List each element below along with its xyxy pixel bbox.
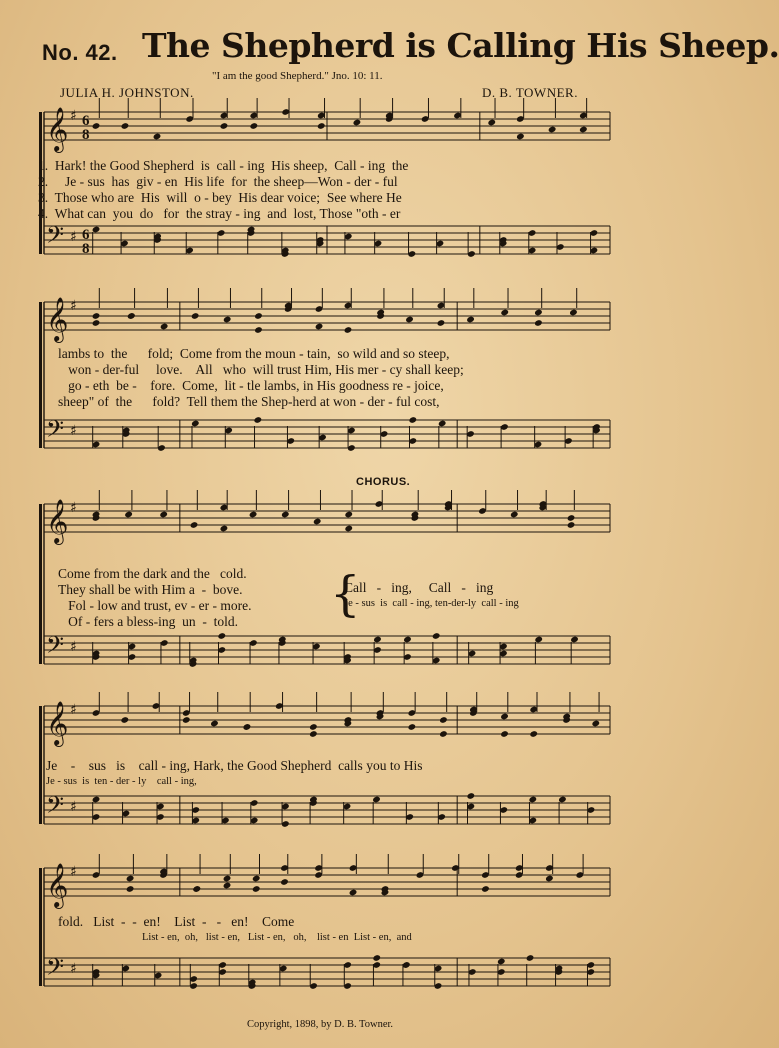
verse-line-4: 4. What can you do for the stray - ing and lost, Those "oth - er (38, 206, 401, 221)
chorus-verse-line-1: Come from the dark and the cold. (58, 566, 247, 581)
svg-text:♯: ♯ (70, 639, 77, 655)
verse-line-2: 2. Je - sus has giv - en His life for the sheep—Won - der - ful (38, 174, 398, 189)
svg-text:𝄢: 𝄢 (46, 221, 65, 254)
chorus-refrain-text: Call - ing, Call - ing (344, 580, 494, 595)
svg-text:♯: ♯ (70, 702, 77, 718)
verse-line-1: 1. Hark! the Good Shepherd is call - ing His sheep, Call - ing the (38, 158, 409, 173)
music-system-3 (38, 496, 616, 681)
chorus-alto-text: Je - sus is call - ing, ten-der-ly call - ing (344, 598, 519, 609)
svg-text:♯: ♯ (70, 799, 77, 815)
refrain-alto-line: Je - sus is ten - der - ly call - ing, (46, 776, 197, 787)
music-system-4 (38, 700, 616, 880)
svg-text:6: 6 (82, 113, 90, 129)
verse-line-4: sheep" of the fold? Tell them the Shep-herd at won - der - ful cost, (58, 394, 440, 409)
svg-text:♯: ♯ (70, 298, 77, 314)
music-system-5 (38, 862, 616, 1012)
svg-text:♯: ♯ (70, 423, 77, 439)
svg-text:𝄞: 𝄞 (46, 701, 69, 745)
verse-line-3: 3. Those who are His will o - bey His dear voice; See where He (38, 190, 402, 205)
composer: D. B. TOWNER. (482, 85, 578, 100)
svg-text:♯: ♯ (70, 108, 77, 124)
ending-alto-line: List - en, oh, list - en, List - en, oh, list - en List - en, and (142, 932, 412, 943)
svg-text:8: 8 (82, 127, 90, 143)
music-system-2 (38, 294, 616, 474)
music-system-1 (38, 106, 616, 276)
svg-text:𝄞: 𝄞 (46, 297, 69, 341)
svg-text:𝄢: 𝄢 (46, 631, 65, 664)
chorus-verse-line-3: Fol - low and trust, ev - er - more. (58, 598, 252, 613)
hymn-number: No. 42. (42, 40, 118, 65)
svg-text:𝄢: 𝄢 (46, 415, 65, 448)
svg-text:𝄞: 𝄞 (46, 107, 69, 151)
svg-text:8: 8 (82, 241, 90, 257)
copyright: Copyright, 1898, by D. B. Towner. (246, 1019, 394, 1030)
scripture-epigraph: "I am the good Shepherd." Jno. 10: 11. (212, 70, 383, 82)
svg-text:♯: ♯ (70, 961, 77, 977)
verse-line-2: won - der-ful love. All who will trust Him, His mer - cy shall keep; (58, 362, 464, 377)
music-notation-4 (38, 700, 616, 880)
svg-text:𝄢: 𝄢 (46, 953, 65, 986)
verse-line-3: go - eth be - fore. Come, lit - tle lambs, in His goodness re - joice, (58, 378, 444, 393)
lyric-brace: { (330, 566, 361, 622)
lyricist: JULIA H. JOHNSTON. (60, 85, 194, 100)
svg-text:𝄞: 𝄞 (46, 499, 69, 543)
svg-text:𝄞: 𝄞 (46, 863, 69, 907)
svg-text:6: 6 (82, 227, 90, 243)
svg-text:♯: ♯ (70, 864, 77, 880)
chorus-label: CHORUS. (356, 476, 411, 488)
hymn-title: The Shepherd is Calling His Sheep. (142, 26, 779, 65)
verse-line-1: lambs to the fold; Come from the moun - tain, so wild and so steep, (58, 346, 450, 361)
chorus-verse-line-4: Of - fers a bless-ing un - told. (58, 614, 238, 629)
chorus-verse-line-2: They shall be with Him a - bove. (58, 582, 243, 597)
svg-text:♯: ♯ (70, 229, 77, 245)
refrain-line: Je - sus is call - ing, Hark, the Good Shepherd calls you to His (46, 758, 423, 773)
ending-line: fold. List - - en! List - - en! Come (58, 914, 295, 929)
svg-text:𝄢: 𝄢 (46, 791, 65, 824)
svg-text:♯: ♯ (70, 500, 77, 516)
